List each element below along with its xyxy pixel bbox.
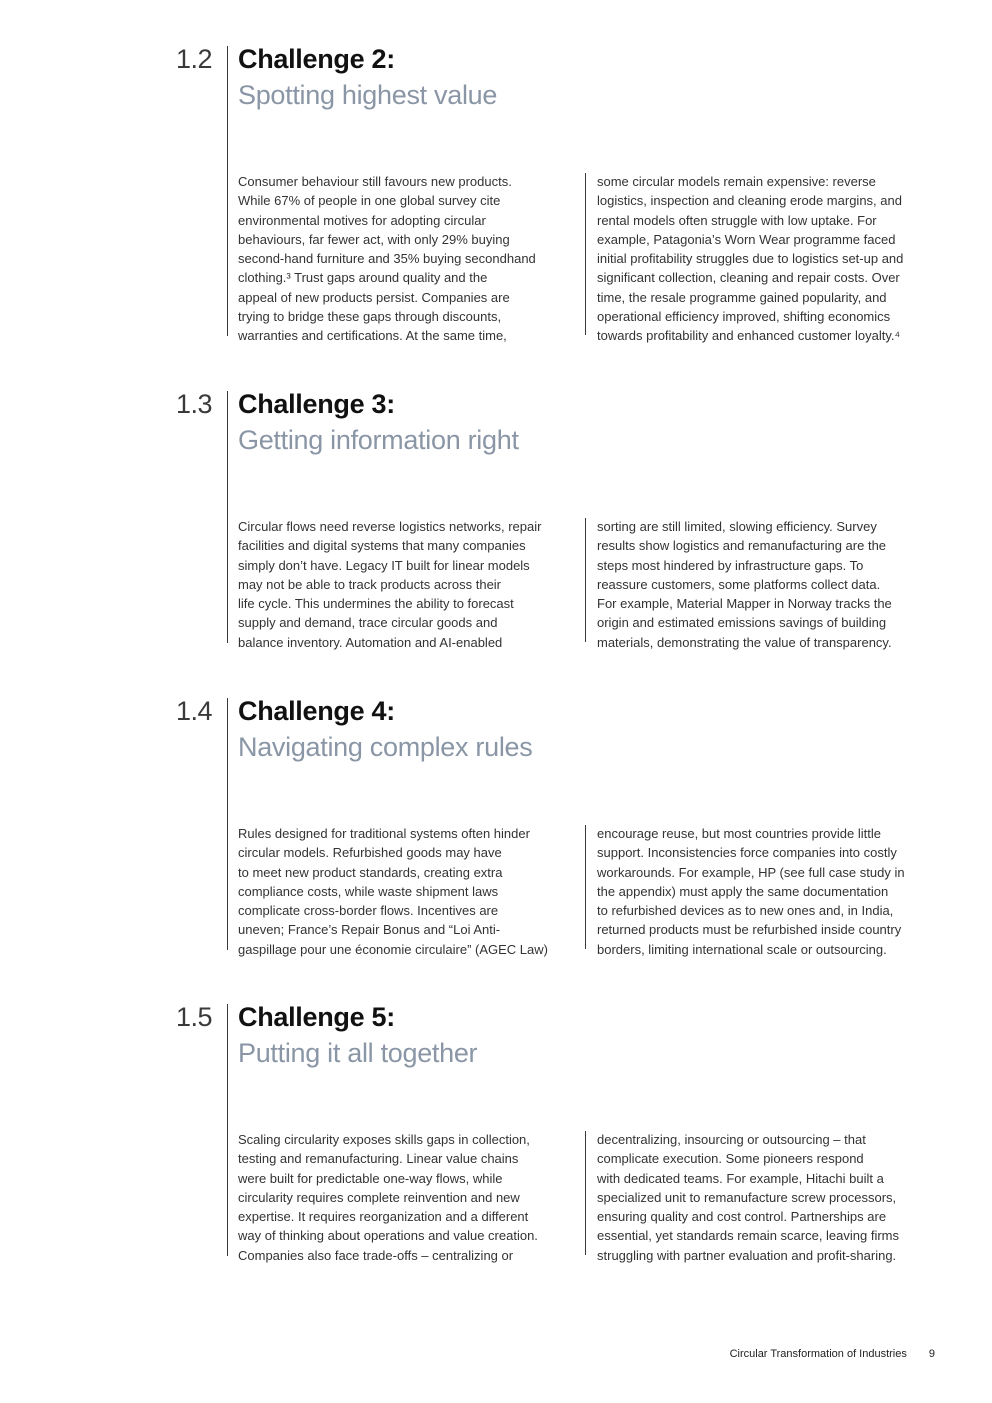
- body-column-left: Consumer behaviour still favours new products. While 67% of people in one global survey cite environmental motives for adopting circular behaviours, far fewer act, with only 29% buying second-hand furniture and 35% buying secondhand clothing.³ Trust gaps around quality and the appeal of new products persist. Companies are trying to bridge these gaps through discounts, warranties and certifications. At the same time,: [238, 174, 536, 344]
- section-subtitle: Navigating complex rules: [238, 732, 533, 762]
- body-column-left: Rules designed for traditional systems often hinder circular models. Refurbished goods may have to meet new product standards, creating extra compliance costs, while waste shipment laws complicate cross-border flows. Incentives are uneven; France’s Repair Bonus and “Loi Anti- gaspillage pour une économie circulaire” (AGEC Law): [238, 826, 548, 957]
- body-column-left: Scaling circularity exposes skills gaps in collection, testing and remanufacturing. Linear value chains were built for predictable one-way flows, while circularity requires complete reinvention and new expertise. It requires reorganization and a different way of thinking about operations and value creation. Companies also face trade-offs – centralizing or: [238, 1132, 538, 1263]
- section-subtitle: Getting information right: [238, 425, 519, 455]
- section-divider: [227, 1004, 228, 1256]
- page-number: 9: [928, 1348, 935, 1360]
- body-column-right: sorting are still limited, slowing efficiency. Survey results show logistics and remanufacturing are the steps most hindered by infrastructure gaps. To reassure customers, some platforms collect data. For example, Material Mapper in Norway tracks the origin and estimated emissions savings of building materials, demonstrating the value of transparency.: [597, 519, 892, 650]
- page-footer: [600, 1347, 935, 1361]
- body-column-right: some circular models remain expensive: reverse logistics, inspection and cleaning erode margins, and rental models often struggle with low uptake. For example, Patagonia’s Worn Wear programme faced initial profitability struggles due to logistics set-up and significant collection, cleaning and repair costs. Over time, the resale programme gained popularity, and operational efficiency improved, shifting economics towards profitability and enhanced customer loyalty.⁴: [597, 174, 904, 344]
- body-column-right: encourage reuse, but most countries provide little support. Inconsistencies force companies into costly workarounds. For example, HP (see full case study in the appendix) must apply the same documentation to refurbished devices as to new ones and, in India, returned products must be refurbished inside country borders, limiting international scale or outsourcing.: [597, 826, 905, 957]
- section-title: Challenge 3:: [238, 389, 395, 419]
- footer-report-title: Circular Transformation of Industries: [729, 1348, 907, 1360]
- section-divider: [227, 391, 228, 643]
- column-divider: [585, 173, 586, 335]
- section-title: Challenge 4:: [238, 696, 395, 726]
- body-column-left: Circular flows need reverse logistics networks, repair facilities and digital systems that many companies simply don’t have. Legacy IT built for linear models may not be able to track products across their life cycle. This undermines the ability to forecast supply and demand, trace circular goods and balance inventory. Automation and AI-enabled: [238, 519, 542, 650]
- section-subtitle: Spotting highest value: [238, 80, 498, 110]
- section-number: 1.5: [176, 1002, 213, 1032]
- column-divider: [585, 825, 586, 949]
- section-number: 1.4: [176, 696, 213, 726]
- section-divider: [227, 46, 228, 336]
- section-divider: [227, 698, 228, 950]
- section-number: 1.2: [176, 44, 213, 74]
- section-title: Challenge 2:: [238, 44, 395, 74]
- section-subtitle: Putting it all together: [238, 1038, 478, 1068]
- section-title: Challenge 5:: [238, 1002, 395, 1032]
- section-number: 1.3: [176, 389, 213, 419]
- body-column-right: decentralizing, insourcing or outsourcing – that complicate execution. Some pioneers respond with dedicated teams. For example, Hitachi built a specialized unit to remanufacture screw processors, ensuring quality and cost control. Partnerships are essential, yet standards remain scarce, leaving firms struggling with partner evaluation and profit-sharing.: [597, 1132, 900, 1263]
- column-divider: [585, 1131, 586, 1255]
- column-divider: [585, 518, 586, 642]
